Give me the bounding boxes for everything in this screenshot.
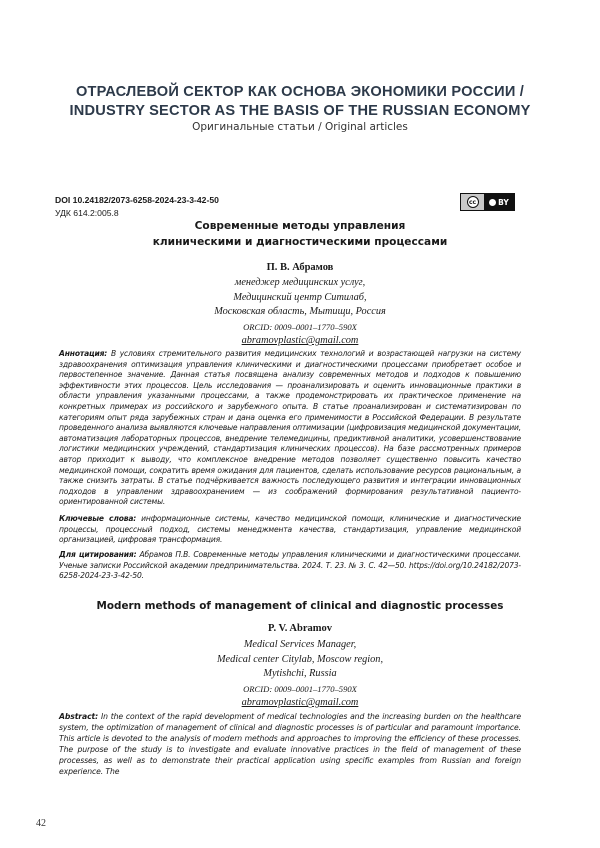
udc-line: УДК 614.2:005.8: [55, 208, 119, 218]
article-title-ru: [60, 219, 540, 250]
keywords-ru-text: информационные системы, качество медицинской помощи, клинические и диагностические процессы, процессный подход, системы менеджмента качества, стандартизация, управление медицинской организацией, цифровая трансформация.: [59, 514, 521, 545]
section-title-en: INDUSTRY SECTOR AS THE BASIS OF THE RUSSIAN ECONOMY: [69, 103, 531, 119]
section-subtitle: Оригинальные статьи / Original articles: [192, 121, 408, 133]
citation-ru-text: Абрамов П.В. Современные методы управления клиническими и диагностическими процессами. Ученые записки Российской академии предпринимательства. 2024. Т. 23. № 3. С. 42—50. https://doi.org/10.24182/2073-6258-2024-23-3-42-50.: [59, 550, 521, 581]
section-title-ru: ОТРАСЛЕВОЙ СЕКТОР КАК ОСНОВА ЭКОНОМИКИ РОССИИ /: [75, 84, 525, 100]
abstract-ru: [59, 349, 521, 508]
page-number: 42: [36, 818, 46, 829]
citation-ru: [59, 550, 521, 582]
orcid-en: ORCID: 0009–0001–1770–590X: [243, 683, 357, 694]
author-name-en: P. V. Abramov: [268, 623, 332, 634]
cc-by-icon: [460, 193, 515, 211]
by-label-area: [484, 198, 514, 207]
citation-ru-label: Для цитирования:: [59, 550, 137, 559]
abstract-ru-label: Аннотация:: [59, 349, 108, 358]
section-title: [40, 83, 560, 121]
abstract-ru-text: В условиях стремительного развития медицинских технологий и возрастающей нагрузки на систему здравоохранения оптимизация управления клиническими и диагностическими процессами приобретает особое и первостепенное значение. Данная статья посвящена анализу современных методов и подходов к повышению эффективности этих процессов. Цель исследования — проанализировать и оценить инновационные практики в области управления указанными процессами, а также продемонстрировать их практическое применение на конкретных примерах из российского и зарубежного опыта. В статье проанализирован и систематизирован по категориям опыт ряда зарубежных стран и дана оценка его применимости в Российской Федерации. В результате проведенного анализа выявляются ключевые направления оптимизации (цифровизация медицинской документации, автоматизация лабораторных процессов, внедрение телемедицины, предиктивной аналитики, усовершенствование логистики медицинских учреждений, стандартизация клинических процессов). На базе рассмотренных примеров автор приходит к выводу, что комплексное внедрение методов позволяет существенно повысить качество медицинской помощи, сократить время ожидания для пациентов, сделать использование ресурсов рациональным, а также снизить затраты. В статье подчёркивается важность последующего развития и интеграции инновационных подходов в управлении здравоохранением — из соображений формирования результативной пациенто-ориентированной системы.: [59, 349, 522, 507]
affiliation-ru-line1: менеджер медицинских услуг,: [234, 277, 366, 288]
cc-logo-area: [461, 194, 484, 210]
by-label: BY: [498, 197, 509, 207]
affiliation-ru-line3: Московская область, Мытищи, Россия: [214, 306, 386, 318]
doi-line: DOI 10.24182/2073-6258-2024-23-3-42-50: [55, 195, 219, 205]
keywords-ru-label: Ключевые слова:: [59, 514, 137, 523]
affiliation-en-line2: Medical center Citylab, Moscow region,: [216, 653, 384, 665]
keywords-ru: [59, 514, 521, 546]
affiliation-ru: [60, 276, 540, 349]
orcid-ru: ORCID: 0009–0001–1770–590X: [243, 321, 357, 332]
abstract-en: [59, 711, 521, 777]
article-title-ru-line1: Современные методы управления: [194, 220, 406, 232]
email-link-en[interactable]: abramovplastic@gmail.com: [241, 697, 359, 709]
affiliation-en: [60, 638, 540, 711]
person-icon: [489, 199, 496, 206]
author-name-ru: П. В. Абрамов: [266, 262, 334, 273]
email-link-ru[interactable]: abramovplastic@gmail.com: [241, 335, 359, 347]
affiliation-en-line1: Medical Services Manager,: [243, 639, 357, 650]
cc-circle-icon: cc: [467, 196, 479, 208]
abstract-en-text: In the context of the rapid development of medical technologies and the increasing burden on the healthcare system, the optimization of management of clinical and diagnostic processes is of particular and paramount importance. This article is devoted to the analysis of modern methods and approaches to improving the efficiency of these processes. The purpose of the study is to investigate and evaluate innovative practices in the field of management of these processes, as well as to demonstrate their practical application using specific examples from Russian and foreign experience. The: [59, 712, 521, 776]
article-title-ru-line2: клиническими и диагностическими процессами: [152, 235, 448, 248]
abstract-en-label: Abstract:: [59, 712, 99, 721]
affiliation-ru-line2: Медицинский центр Ситилаб,: [233, 291, 367, 303]
article-title-en: Modern methods of management of clinical and diagnostic processes: [96, 600, 504, 612]
affiliation-en-line3: Mytishchi, Russia: [263, 668, 337, 680]
